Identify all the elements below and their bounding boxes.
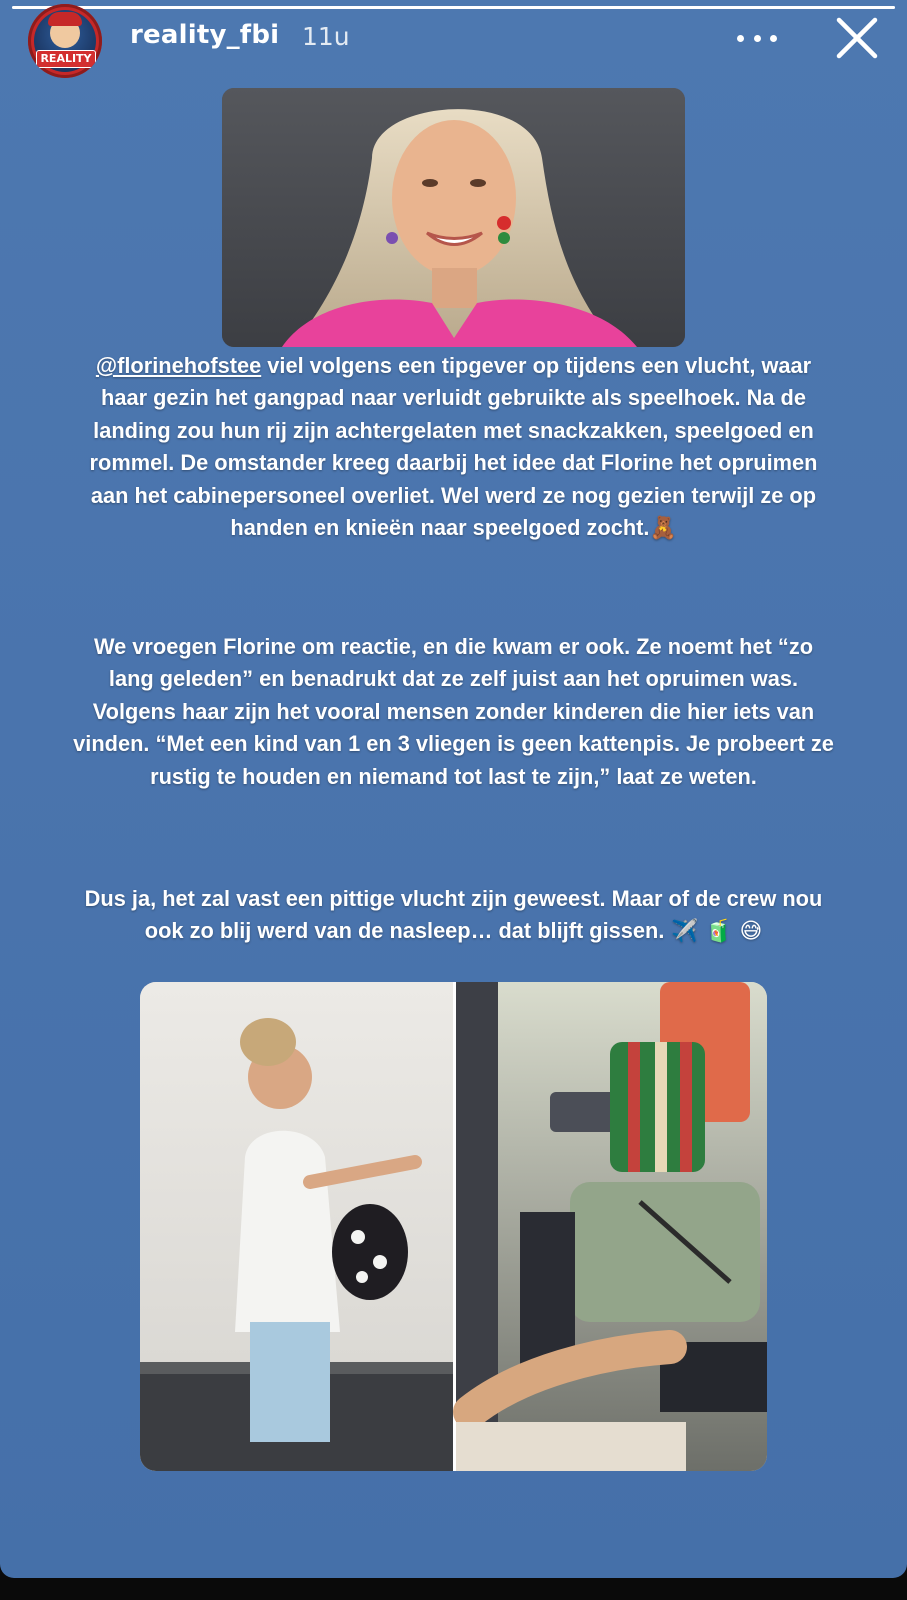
- close-icon[interactable]: [833, 14, 881, 62]
- story-progress-bar: [12, 6, 895, 9]
- story-progress-fill: [12, 6, 895, 9]
- paragraph-3-text: Dus ja, het zal vast een pittige vlucht zijn geweest. Maar of de crew nou ook zo blij werd van de nasleep… dat blijft gissen.: [84, 886, 823, 944]
- story-caption-paragraph-2: We vroegen Florine om reactie, en die kwam er ook. Ze noemt het “zo lang geleden” en benadrukt dat ze zelf juist aan het opruimen was. Volgens haar zijn het vooral mensen zonder kinderen die hier iets van vinden. “Met een kind van 1 en 3 vliegen is geen kattenpis. Je probeert ze rustig te houden en niemand tot last te zijn,” laat ze weten.: [73, 634, 834, 789]
- airplane-photo-collage: [140, 982, 767, 1471]
- collage-illustration: [140, 982, 767, 1471]
- mention-link[interactable]: @florinehofstee: [95, 353, 262, 378]
- story-caption-paragraph-3: [70, 883, 837, 949]
- bottom-safe-area: [0, 1578, 907, 1600]
- emoji-group: ✈️ 🧃 😅: [664, 919, 763, 945]
- story-time-ago: 11u: [302, 22, 350, 51]
- portrait-illustration: [222, 88, 685, 347]
- more-horizontal-icon-dot: [770, 35, 777, 42]
- avatar-mascot-hat: [48, 12, 82, 26]
- more-horizontal-icon-dot: [754, 35, 761, 42]
- profile-avatar[interactable]: [28, 4, 102, 78]
- teddy-bear-emoji: 🧸: [649, 516, 677, 542]
- paragraph-1-text: viel volgens een tipgever op tijdens een vlucht, waar haar gezin het gangpad naar verluidt gebruikte als speelhoek. Na de landing zou hun rij zijn achtergelaten met snackzakken, speelgoed en rommel. De omstander kreeg daarbij het idee dat Florine het opruimen aan het cabinepersoneel overliet. Wel werd ze nog gezien terwijl ze op handen en knieën naar speelgoed zocht.: [89, 353, 818, 541]
- story-caption-paragraph-1: [70, 350, 837, 545]
- more-options-button[interactable]: [737, 20, 777, 56]
- more-horizontal-icon: [737, 35, 744, 42]
- portrait-photo: [222, 88, 685, 347]
- story-username[interactable]: reality_fbi: [130, 20, 280, 50]
- avatar-brand-label: REALITY: [36, 50, 96, 68]
